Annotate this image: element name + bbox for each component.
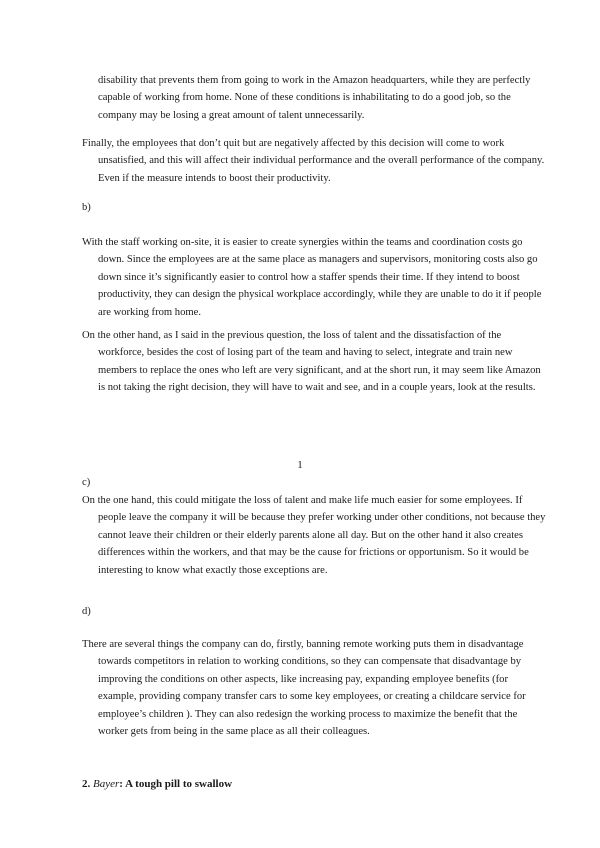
heading-title: : A tough pill to swallow [119, 778, 233, 790]
section-label-b: b) [82, 202, 91, 213]
c-paragraph: On the one hand, this could mitigate the loss of talent and make life much easier for some employees. If people leave the company it will be because they prefer working under other conditions, not because they cannot leave their children or their elderly parents alone all day. But on the other hand it also creates differences within the workers, and that may be the cause for frictions or opportunism. So it would be interesting to know what exactly those exceptions are. [82, 495, 546, 576]
finally-paragraph: Finally, the employees that don’t quit but are negatively affected by this decision will come to work unsatisfied, and this will affect their individual performance and the overall performance of the company. Even if the measure intends to boost their productivity. [82, 138, 545, 184]
section-label-c: c) [82, 477, 91, 488]
section-label-d: d) [82, 606, 91, 617]
page-number: 1 [297, 459, 303, 471]
b-paragraph-synergies: With the staff working on-site, it is easier to create synergies within the teams and coordination costs go down. Since the employees are at the same place as managers and supervisors, monitoring costs also go down since it’s significantly easier to control how a staffer spends their time. If they intend to boost productivity, they can design the physical workplace accordingly, while they are unable to do it if people are working from home. [82, 237, 542, 318]
b-paragraph-other-hand: On the other hand, as I said in the previous question, the loss of talent and the dissatisfaction of the workforce, besides the cost of losing part of the team and having to select, integrate and train new members to replace the ones who left are very significant, and at the short run, it may seem like Amazon is not taking the right decision, they will have to wait and see, and in a couple years, look at the results. [82, 330, 541, 394]
heading-company: Bayer [93, 778, 120, 790]
d-paragraph: There are several things the company can do, firstly, banning remote working puts them in disadvantage towards competitors in relation to working conditions, so they can compensate that disadvantage by improving the conditions on other aspects, like increasing pay, expanding employee benefits (for example, providing company transfer cars to some key employees, or creating a childcare service for employee’s children ). They can also redesign the working process to maximize the benefit that the worker gets from being in the same place as all their colleagues. [82, 639, 526, 738]
carryover-paragraph: disability that prevents them from going to work in the Amazon headquarters, while they are perfectly capable of working from home. None of these conditions is inhabilitating to do a good job, so the company may be losing a great amount of talent unnecessarily. [98, 75, 531, 121]
heading-number: 2. [82, 778, 91, 790]
section-heading [82, 778, 232, 790]
